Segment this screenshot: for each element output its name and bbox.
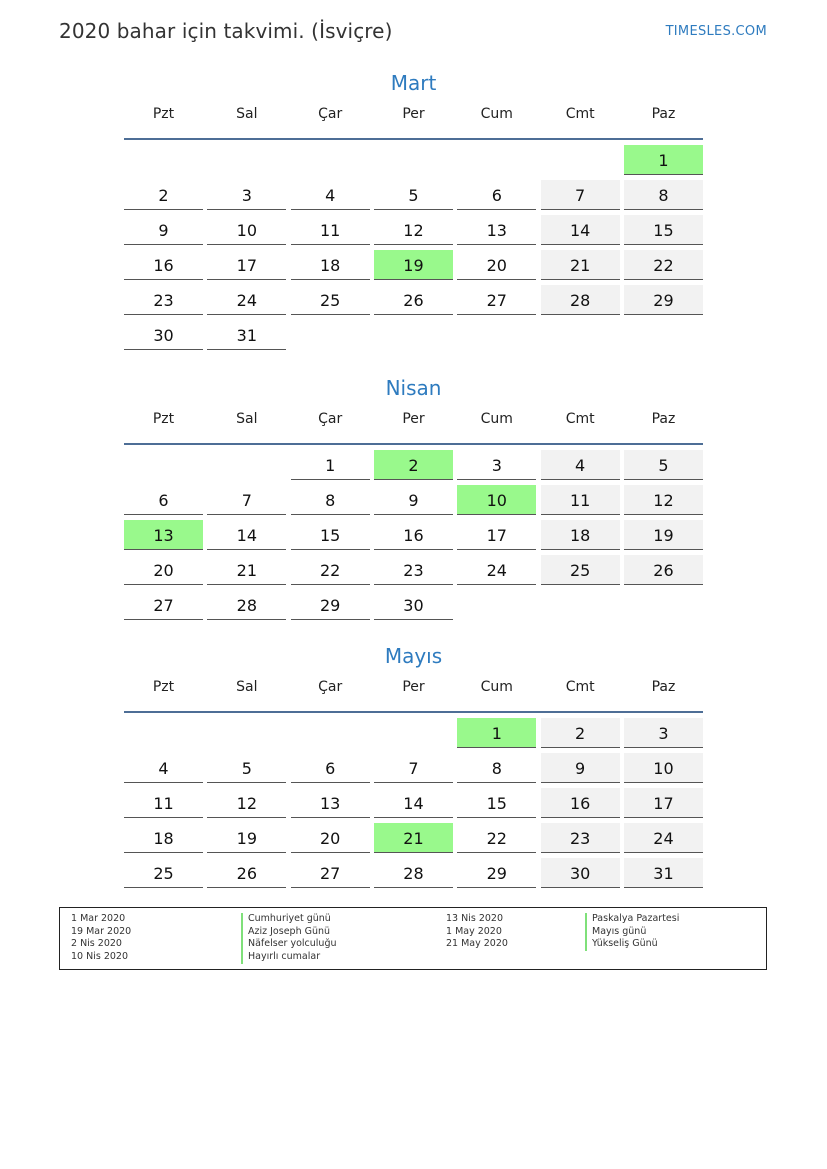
day-cell: 28 — [207, 590, 286, 620]
weekday-header — [124, 677, 703, 713]
day-cell: 9 — [541, 753, 620, 783]
day-cell: 18 — [124, 823, 203, 853]
day-grid — [124, 140, 703, 350]
weekday-header — [124, 104, 703, 140]
empty-cell — [291, 320, 370, 349]
day-cell: 16 — [374, 520, 453, 550]
empty-cell — [624, 320, 703, 349]
day-cell: 25 — [124, 858, 203, 888]
day-cell: 24 — [624, 823, 703, 853]
day-cell: 6 — [124, 485, 203, 515]
weekday-label: Cum — [480, 411, 513, 427]
day-cell: 12 — [374, 215, 453, 245]
day-cell: 2 — [541, 718, 620, 748]
day-cell: 9 — [374, 485, 453, 515]
weekday-label: Per — [402, 411, 425, 427]
day-cell: 22 — [624, 250, 703, 280]
empty-cell — [457, 320, 536, 349]
day-cell: 12 — [624, 485, 703, 515]
day-cell: 1 — [457, 718, 536, 748]
weekday-label: Per — [402, 106, 425, 122]
weekday-label: Sal — [236, 411, 258, 427]
day-cell: 7 — [207, 485, 286, 515]
day-cell: 23 — [374, 555, 453, 585]
day-cell: 24 — [207, 285, 286, 315]
day-cell: 6 — [291, 753, 370, 783]
day-cell: 20 — [291, 823, 370, 853]
day-cell: 26 — [374, 285, 453, 315]
day-cell: 30 — [541, 858, 620, 888]
weekday-label: Çar — [318, 106, 343, 122]
day-cell: 21 — [541, 250, 620, 280]
day-cell: 16 — [124, 250, 203, 280]
brand-logo[interactable]: TIMESLES.COM — [665, 24, 767, 39]
empty-cell — [374, 718, 453, 747]
day-cell: 13 — [291, 788, 370, 818]
weekday-label: Cum — [480, 106, 513, 122]
month-2 — [124, 641, 703, 888]
legend-date: 1 Mar 2020 — [71, 913, 126, 924]
day-cell: 8 — [624, 180, 703, 210]
weekday-label: Sal — [236, 106, 258, 122]
day-cell: 4 — [291, 180, 370, 210]
day-cell: 21 — [207, 555, 286, 585]
day-cell: 19 — [207, 823, 286, 853]
empty-cell — [207, 718, 286, 747]
day-cell: 20 — [457, 250, 536, 280]
day-cell: 28 — [374, 858, 453, 888]
weekday-label: Cum — [480, 679, 513, 695]
day-cell: 24 — [457, 555, 536, 585]
day-cell: 19 — [374, 250, 453, 280]
legend-holiday-name: Mayıs günü — [585, 926, 679, 939]
day-cell: 31 — [624, 858, 703, 888]
weekday-label: Sal — [236, 679, 258, 695]
weekday-label: Paz — [651, 411, 676, 427]
day-cell: 30 — [374, 590, 453, 620]
weekday-label: Çar — [318, 411, 343, 427]
day-cell: 15 — [291, 520, 370, 550]
day-cell: 5 — [207, 753, 286, 783]
day-cell: 23 — [541, 823, 620, 853]
legend-date: 13 Nis 2020 — [446, 913, 503, 924]
weekday-label: Pzt — [152, 411, 175, 427]
page-title: 2020 bahar için takvimi. (İsviçre) — [59, 19, 393, 43]
empty-cell — [207, 450, 286, 479]
day-cell: 17 — [457, 520, 536, 550]
empty-cell — [374, 145, 453, 174]
empty-cell — [541, 145, 620, 174]
weekday-label: Pzt — [152, 679, 175, 695]
day-cell: 25 — [541, 555, 620, 585]
legend-holiday-name: Yükseliş Günü — [585, 938, 679, 951]
legend-date: 1 May 2020 — [446, 925, 502, 937]
month-title: Mart — [390, 71, 437, 95]
day-cell: 27 — [124, 590, 203, 620]
weekday-label: Çar — [318, 679, 343, 695]
day-cell: 12 — [207, 788, 286, 818]
legend-date: 21 May 2020 — [446, 938, 508, 950]
legend-date: 10 Nis 2020 — [71, 951, 128, 963]
day-cell: 7 — [374, 753, 453, 783]
day-cell: 18 — [291, 250, 370, 280]
day-cell: 15 — [624, 215, 703, 245]
day-cell: 13 — [457, 215, 536, 245]
legend-names-left — [241, 913, 337, 964]
day-cell: 1 — [624, 145, 703, 175]
empty-cell — [541, 590, 620, 619]
day-cell: 11 — [541, 485, 620, 515]
day-cell: 29 — [291, 590, 370, 620]
day-cell: 10 — [207, 215, 286, 245]
legend-holiday-name: Hayırlı cumalar — [241, 951, 337, 964]
day-cell: 3 — [624, 718, 703, 748]
day-cell: 14 — [541, 215, 620, 245]
day-grid — [124, 445, 703, 620]
empty-cell — [457, 590, 536, 619]
day-cell: 1 — [291, 450, 370, 480]
weekday-header — [124, 409, 703, 445]
day-cell: 2 — [124, 180, 203, 210]
day-cell: 23 — [124, 285, 203, 315]
day-cell: 3 — [207, 180, 286, 210]
day-cell: 15 — [457, 788, 536, 818]
day-cell: 10 — [624, 753, 703, 783]
day-cell: 2 — [374, 450, 453, 480]
day-cell: 10 — [457, 485, 536, 515]
day-cell: 8 — [291, 485, 370, 515]
day-cell: 11 — [291, 215, 370, 245]
day-cell: 21 — [374, 823, 453, 853]
day-cell: 4 — [541, 450, 620, 480]
legend-names-right — [585, 913, 679, 951]
day-cell: 14 — [374, 788, 453, 818]
day-cell: 26 — [207, 858, 286, 888]
empty-cell — [541, 320, 620, 349]
day-cell: 9 — [124, 215, 203, 245]
month-1 — [124, 373, 703, 620]
day-cell: 17 — [624, 788, 703, 818]
weekday-label: Paz — [651, 679, 676, 695]
legend-dates-right — [446, 913, 508, 951]
day-cell: 26 — [624, 555, 703, 585]
day-cell: 30 — [124, 320, 203, 350]
legend-holiday-name: Näfelser yolculuğu — [241, 938, 337, 951]
day-cell: 31 — [207, 320, 286, 350]
legend-date: 19 Mar 2020 — [71, 925, 132, 937]
day-cell: 7 — [541, 180, 620, 210]
empty-cell — [374, 320, 453, 349]
empty-cell — [624, 590, 703, 619]
legend-date: 2 Nis 2020 — [71, 938, 122, 950]
day-cell: 22 — [291, 555, 370, 585]
day-cell: 27 — [457, 285, 536, 315]
weekday-label: Cmt — [565, 679, 595, 695]
month-title: Mayıs — [384, 644, 443, 668]
legend-holiday-name: Aziz Joseph Günü — [241, 926, 337, 939]
day-cell: 20 — [124, 555, 203, 585]
day-cell: 28 — [541, 285, 620, 315]
day-cell: 13 — [124, 520, 203, 550]
empty-cell — [124, 145, 203, 174]
day-cell: 5 — [374, 180, 453, 210]
day-cell: 29 — [624, 285, 703, 315]
day-cell: 27 — [291, 858, 370, 888]
empty-cell — [124, 718, 203, 747]
day-cell: 4 — [124, 753, 203, 783]
day-cell: 16 — [541, 788, 620, 818]
weekday-label: Paz — [651, 106, 676, 122]
weekday-label: Cmt — [565, 411, 595, 427]
day-cell: 14 — [207, 520, 286, 550]
day-cell: 3 — [457, 450, 536, 480]
day-cell: 8 — [457, 753, 536, 783]
month-0 — [124, 68, 703, 350]
empty-cell — [124, 450, 203, 479]
day-cell: 6 — [457, 180, 536, 210]
day-cell: 19 — [624, 520, 703, 550]
day-cell: 22 — [457, 823, 536, 853]
weekday-label: Cmt — [565, 106, 595, 122]
day-cell: 11 — [124, 788, 203, 818]
empty-cell — [457, 145, 536, 174]
day-cell: 18 — [541, 520, 620, 550]
legend-holiday-name: Cumhuriyet günü — [241, 913, 337, 926]
legend-dates-left — [71, 913, 131, 964]
weekday-label: Per — [402, 679, 425, 695]
day-grid — [124, 713, 703, 888]
month-title: Nisan — [385, 376, 442, 400]
holiday-legend — [59, 907, 767, 970]
empty-cell — [291, 145, 370, 174]
empty-cell — [291, 718, 370, 747]
day-cell: 5 — [624, 450, 703, 480]
day-cell: 25 — [291, 285, 370, 315]
weekday-label: Pzt — [152, 106, 175, 122]
day-cell: 17 — [207, 250, 286, 280]
day-cell: 29 — [457, 858, 536, 888]
empty-cell — [207, 145, 286, 174]
legend-holiday-name: Paskalya Pazartesi — [585, 913, 679, 926]
